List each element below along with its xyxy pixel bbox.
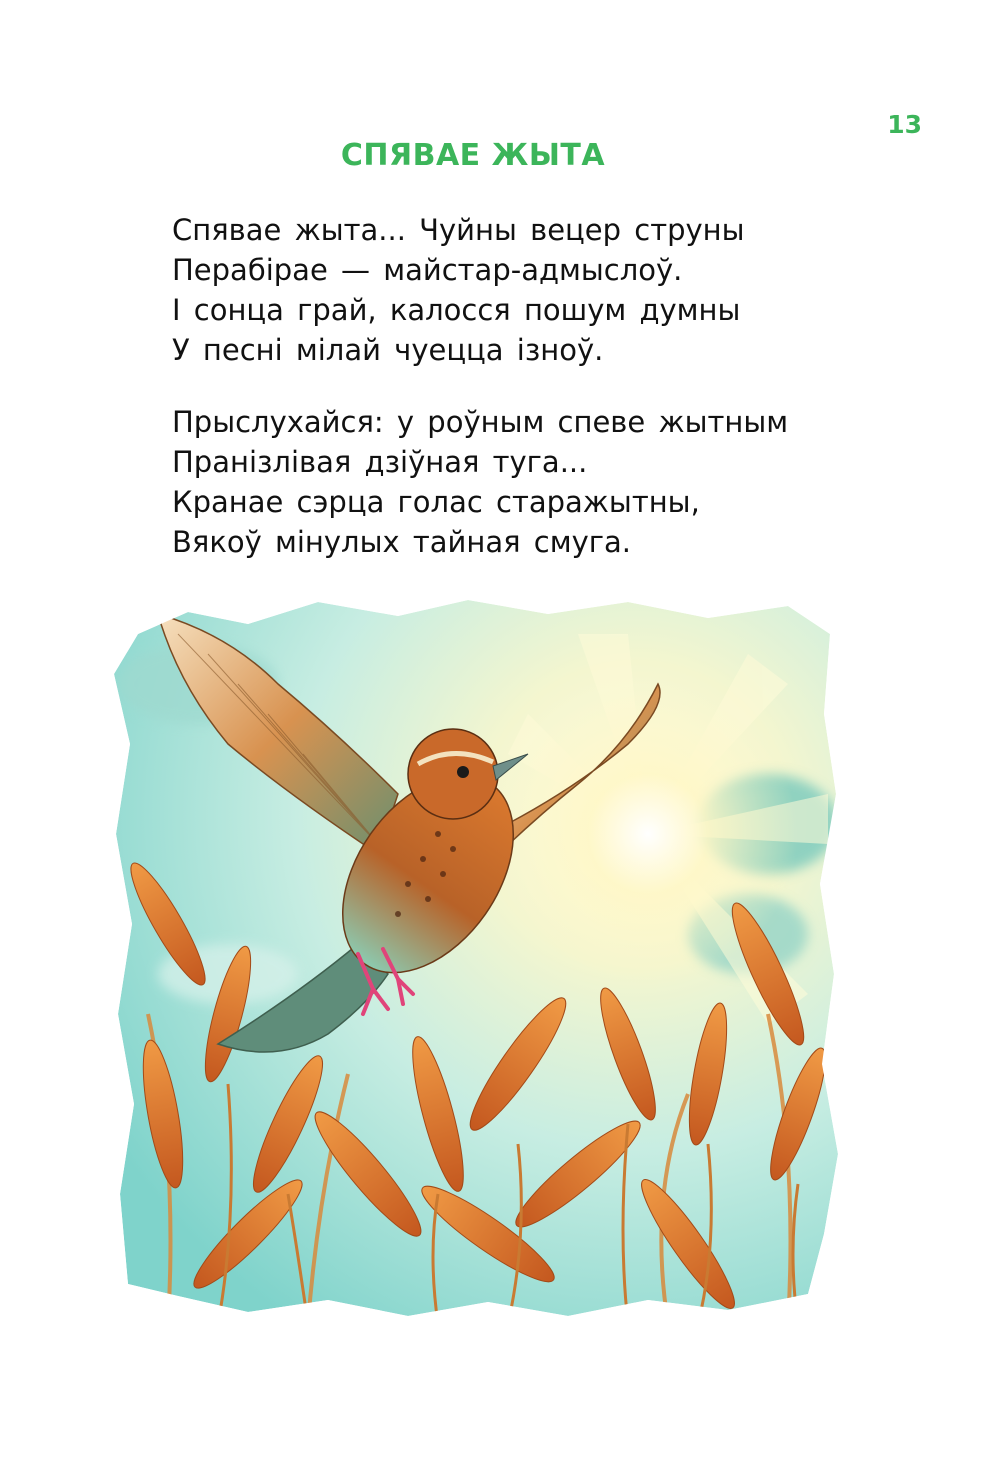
bird-head bbox=[408, 729, 498, 819]
poem-line: Спявае жыта... Чуйны вецер струны bbox=[172, 213, 745, 247]
lark-over-rye-illustration bbox=[108, 594, 848, 1324]
poem-line: І сонца грай, калосся пошум думны bbox=[172, 293, 741, 327]
poem-line: Прыслухайся: у роўным спеве жытным bbox=[172, 405, 789, 439]
poem-line: Перабірае — майстар-адмыслоў. bbox=[172, 253, 683, 287]
page-number: 13 bbox=[887, 110, 922, 139]
poem-line: У песні мілай чуецца ізноў. bbox=[172, 333, 604, 367]
poem-line: Кранае сэрца голас старажытны, bbox=[172, 485, 700, 519]
poem-line: Пранізлівая дзіўная туга... bbox=[172, 445, 588, 479]
illustration-svg bbox=[108, 594, 848, 1324]
poem-title: СПЯВАЕ ЖЫТА bbox=[340, 138, 606, 173]
stanza-1 bbox=[172, 210, 872, 370]
poem-line: Вякоў мінулых тайная смуга. bbox=[172, 525, 631, 559]
bird-eye-icon bbox=[457, 766, 469, 778]
stanza-2 bbox=[172, 402, 872, 562]
